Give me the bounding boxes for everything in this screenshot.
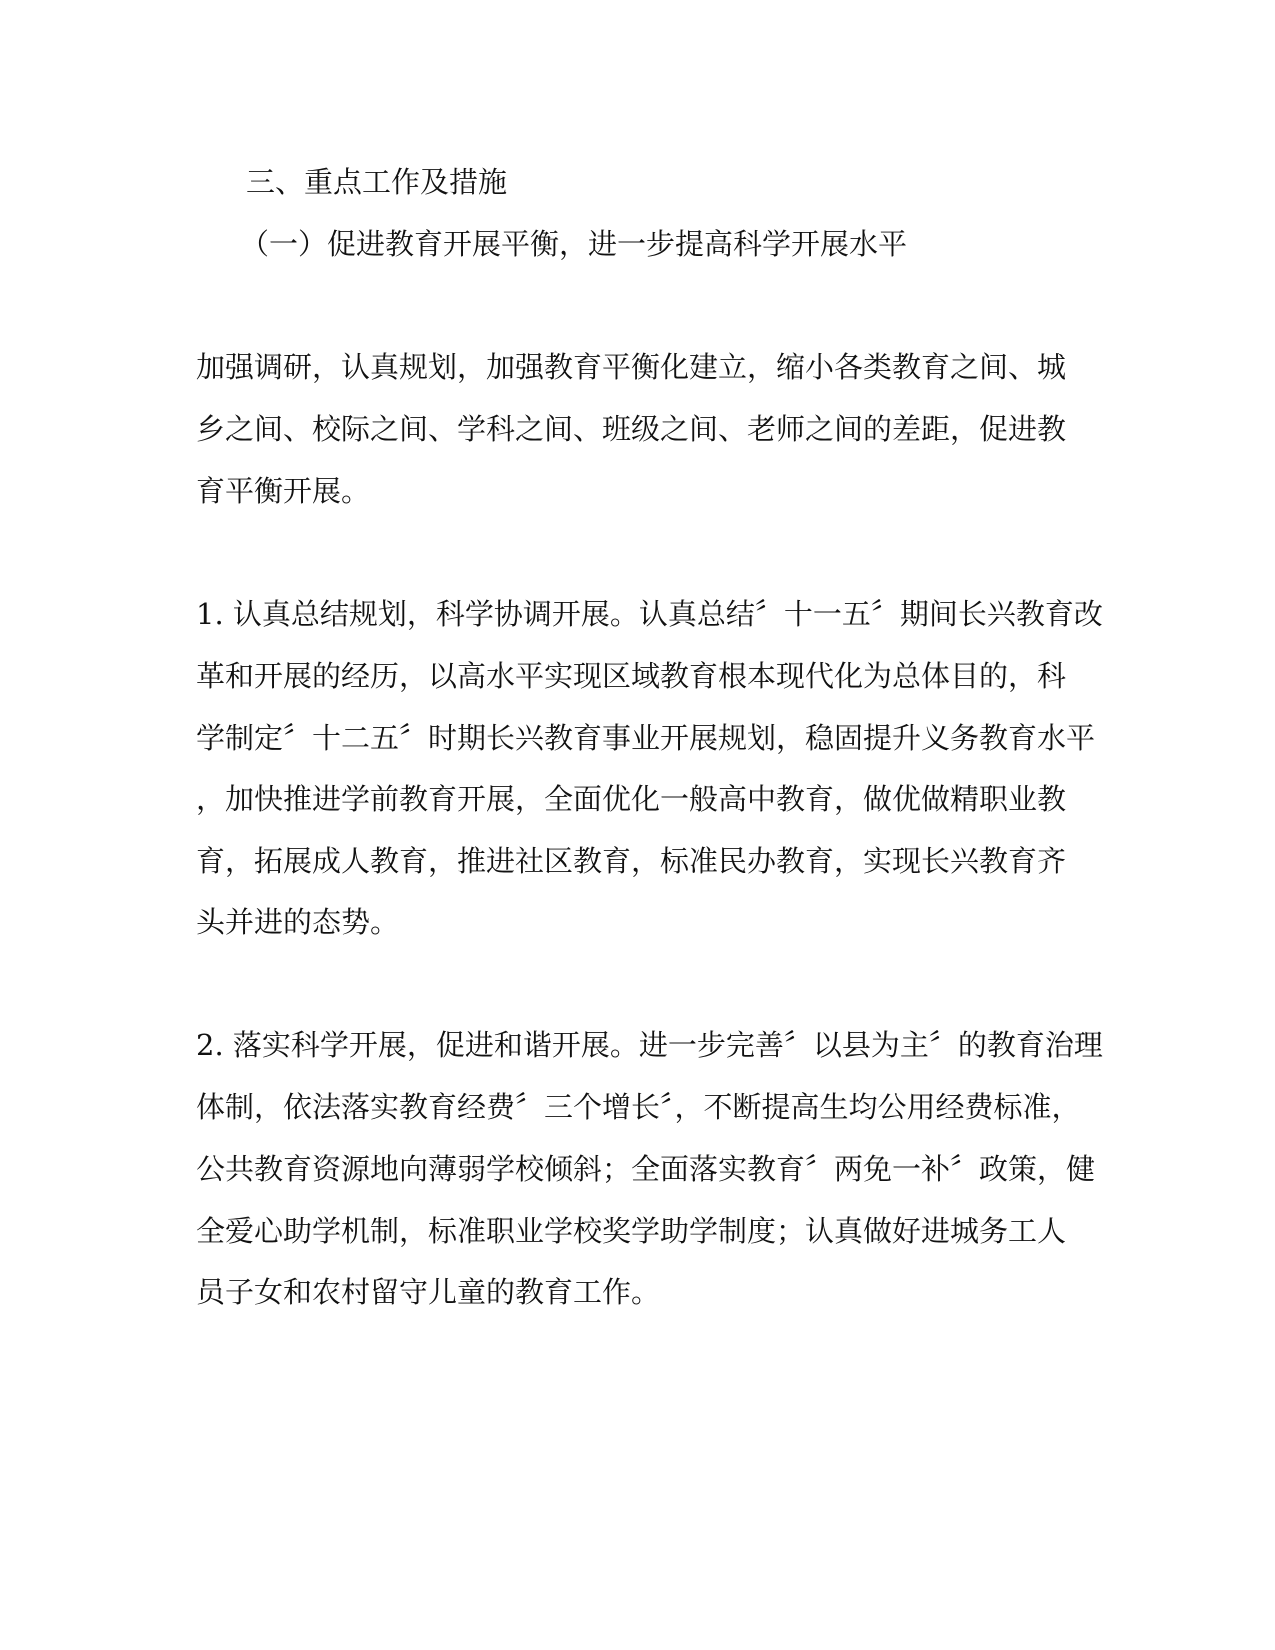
paragraph-line: 公共教育资源地向薄弱学校倾斜；全面落实教育〞两免一补〞政策，健 bbox=[196, 1152, 1096, 1186]
paragraph-line: 加强调研，认真规划，加强教育平衡化建立，缩小各类教育之间、城 bbox=[196, 350, 1067, 384]
paragraph-line: 革和开展的经历，以高水平实现区域教育根本现代化为总体目的，科 bbox=[196, 659, 1067, 693]
paragraph-line: ，加快推进学前教育开展，全面优化一般高中教育，做优做精职业教 bbox=[196, 782, 1067, 816]
paragraph-line: 育平衡开展。 bbox=[196, 474, 371, 508]
paragraph-line: 全爱心助学机制，标准职业学校奖学助学制度；认真做好进城务工人 bbox=[196, 1214, 1067, 1248]
section-heading: 三、重点工作及措施 bbox=[246, 165, 508, 199]
paragraph-line: 乡之间、校际之间、学科之间、班级之间、老师之间的差距，促进教 bbox=[196, 412, 1067, 446]
paragraph-line: 体制，依法落实教育经费〞三个增长〞，不断提高生均公用经费标准， bbox=[196, 1090, 1081, 1124]
paragraph-line: 员子女和农村留守儿童的教育工作。 bbox=[196, 1275, 661, 1309]
paragraph-line: 学制定〞十二五〞时期长兴教育事业开展规划，稳固提升义务教育水平 bbox=[196, 721, 1096, 755]
paragraph-line: 育，拓展成人教育，推进社区教育，标准民办教育，实现长兴教育齐 bbox=[196, 844, 1067, 878]
paragraph-line: 1. 认真总结规划，科学协调开展。认真总结〞十一五〞期间长兴教育改 bbox=[196, 597, 1103, 631]
subsection-heading: （一）促进教育开展平衡，进一步提高科学开展水平 bbox=[240, 227, 908, 261]
paragraph-line: 2. 落实科学开展，促进和谐开展。进一步完善〞以县为主〞的教育治理 bbox=[196, 1028, 1103, 1062]
paragraph-line: 头并进的态势。 bbox=[196, 905, 400, 939]
